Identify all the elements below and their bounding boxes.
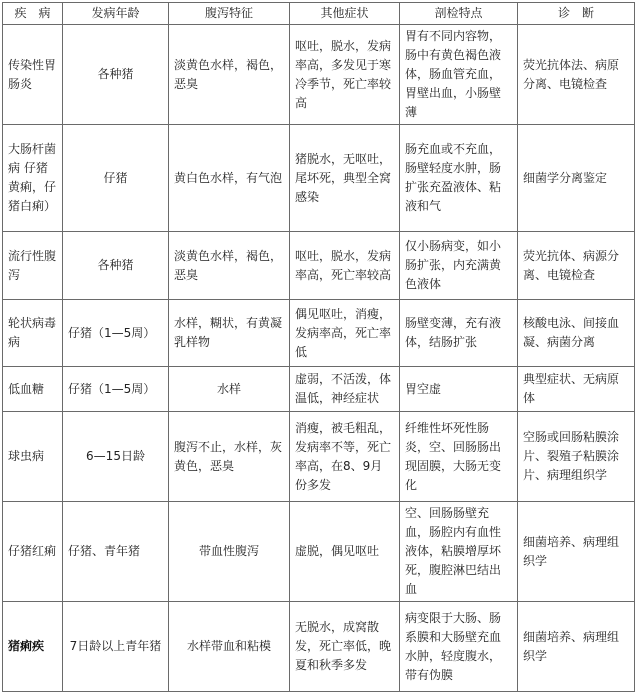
cell-other-symptoms: 呕吐，脱水，发病率高，死亡率较高 xyxy=(290,232,400,300)
cell-necropsy: 空、回肠肠壁充血，肠腔内有血性液体，粘膜增厚坏死，腹腔淋巴结出血 xyxy=(400,502,518,602)
header-necropsy: 剖检特点 xyxy=(400,3,518,25)
cell-age: 6—15日龄 xyxy=(63,412,169,502)
cell-diagnosis: 细菌学分离鉴定 xyxy=(518,125,635,232)
cell-diagnosis: 典型症状、无病原体 xyxy=(518,367,635,412)
diarrhea-disease-table xyxy=(2,2,635,692)
header-diarrhea: 腹泻特征 xyxy=(169,3,290,25)
cell-other-symptoms: 消瘦，被毛粗乱，发病率不等，死亡率高，在8、9月份多发 xyxy=(290,412,400,502)
cell-diagnosis: 细菌培养、病理组织学 xyxy=(518,502,635,602)
cell-age: 仔猪（1—5周） xyxy=(63,367,169,412)
cell-necropsy: 病变限于大肠、肠系膜和大肠壁充血水肿，轻度腹水，带有伪膜 xyxy=(400,602,518,692)
cell-other-symptoms: 偶见呕吐，消瘦，发病率高，死亡率低 xyxy=(290,300,400,367)
cell-diarrhea: 腹泻不止，水样，灰黄色，恶臭 xyxy=(169,412,290,502)
cell-diagnosis: 空肠或回肠粘膜涂片、裂殖子粘膜涂片、病理组织学 xyxy=(518,412,635,502)
cell-necropsy: 胃空虚 xyxy=(400,367,518,412)
table-row xyxy=(3,412,635,502)
cell-diarrhea: 淡黄色水样，褐色，恶臭 xyxy=(169,25,290,125)
table-row xyxy=(3,367,635,412)
table-row xyxy=(3,602,635,692)
header-row xyxy=(3,3,635,25)
cell-disease: 流行性腹泻 xyxy=(3,232,63,300)
cell-diarrhea: 淡黄色水样，褐色，恶臭 xyxy=(169,232,290,300)
cell-diagnosis: 荧光抗体、病源分离、电镜检查 xyxy=(518,232,635,300)
cell-disease: 大肠杆菌病 仔猪黄痢，仔猪白痢） xyxy=(3,125,63,232)
cell-diagnosis: 核酸电泳、间接血凝、病菌分离 xyxy=(518,300,635,367)
cell-necropsy: 纤维性坏死性肠炎，空、回肠肠出现固膜，大肠无变化 xyxy=(400,412,518,502)
cell-necropsy: 仅小肠病变，如小肠扩张，内充满黄色液体 xyxy=(400,232,518,300)
cell-other-symptoms: 虚脱，偶见呕吐 xyxy=(290,502,400,602)
header-other-symptoms: 其他症状 xyxy=(290,3,400,25)
table-row xyxy=(3,25,635,125)
cell-necropsy: 胃有不同内容物，肠中有黄色褐色液体，肠血管充血，胃壁出血，小肠壁薄 xyxy=(400,25,518,125)
cell-age: 仔猪（1—5周） xyxy=(63,300,169,367)
table-row xyxy=(3,125,635,232)
cell-age: 各种猪 xyxy=(63,25,169,125)
header-disease: 疾 病 xyxy=(3,3,63,25)
table-row xyxy=(3,300,635,367)
header-age: 发病年龄 xyxy=(63,3,169,25)
table-row xyxy=(3,232,635,300)
cell-age: 仔猪 xyxy=(63,125,169,232)
cell-disease: 球虫病 xyxy=(3,412,63,502)
cell-diagnosis: 细菌培养、病理组织学 xyxy=(518,602,635,692)
header-diagnosis: 诊 断 xyxy=(518,3,635,25)
cell-disease: 轮状病毒病 xyxy=(3,300,63,367)
cell-diarrhea: 带血性腹泻 xyxy=(169,502,290,602)
cell-disease: 低血糖 xyxy=(3,367,63,412)
cell-other-symptoms: 猪脱水，无呕吐，尾坏死，典型全窝感染 xyxy=(290,125,400,232)
cell-other-symptoms: 虚弱，不活泼，体温低，神经症状 xyxy=(290,367,400,412)
cell-diagnosis: 荧光抗体法、病原分离、电镜检查 xyxy=(518,25,635,125)
cell-necropsy: 肠充血或不充血，肠壁轻度水肿，肠扩张充盈液体、粘液和气 xyxy=(400,125,518,232)
cell-age: 7日龄以上青年猪 xyxy=(63,602,169,692)
cell-diarrhea: 水样，糊状，有黄凝乳样物 xyxy=(169,300,290,367)
cell-disease: 仔猪红痢 xyxy=(3,502,63,602)
cell-other-symptoms: 无脱水，成窝散发，死亡率低，晚夏和秋季多发 xyxy=(290,602,400,692)
cell-age: 各种猪 xyxy=(63,232,169,300)
cell-diarrhea: 水样 xyxy=(169,367,290,412)
cell-disease: 猪痢疾 xyxy=(3,602,63,692)
table-row xyxy=(3,502,635,602)
cell-other-symptoms: 呕吐，脱水，发病率高，多发见于寒冷季节，死亡率较高 xyxy=(290,25,400,125)
cell-diarrhea: 黄白色水样，有气泡 xyxy=(169,125,290,232)
cell-diarrhea: 水样带血和粘模 xyxy=(169,602,290,692)
cell-disease: 传染性胃肠炎 xyxy=(3,25,63,125)
cell-age: 仔猪、青年猪 xyxy=(63,502,169,602)
cell-necropsy: 肠壁变薄，充有液体，结肠扩张 xyxy=(400,300,518,367)
